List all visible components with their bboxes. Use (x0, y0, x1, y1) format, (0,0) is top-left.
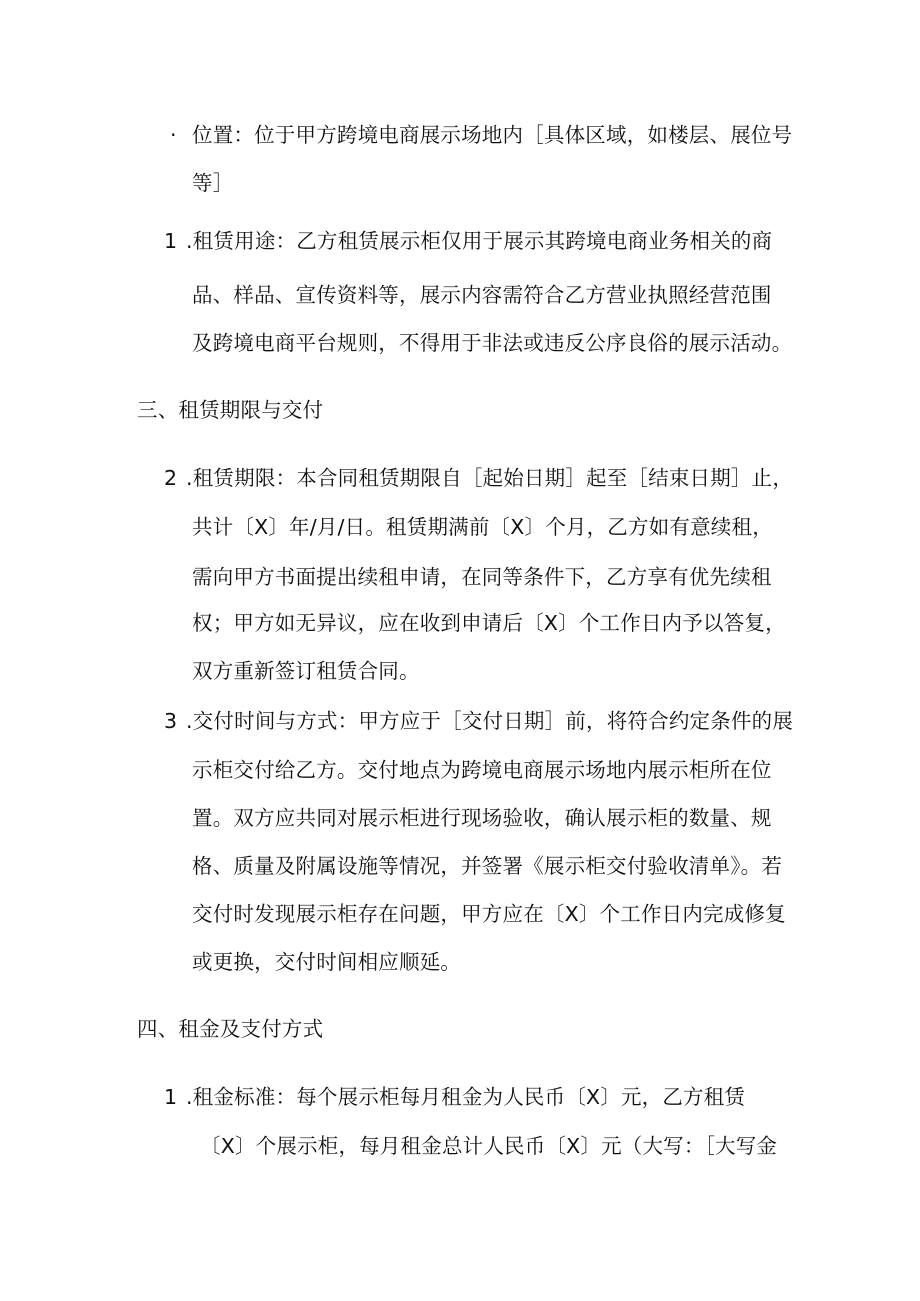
delivery-line-5: 交付时发现展示柜存在问题，甲方应在〔X〕个工作日内完成修复 (192, 902, 786, 926)
section-4-heading: 四、租金及支付方式 (137, 1017, 324, 1041)
location-line-2: 等］ (192, 171, 234, 195)
usage-line-2: 品、样品、宣传资料等，展示内容需符合乙方营业执照经营范围 (192, 283, 772, 307)
bullet-marker: · (170, 123, 177, 147)
section-3-heading: 三、租赁期限与交付 (137, 398, 324, 422)
rent-line-1: .租金标准：每个展示柜每月租金为人民币〔X〕元，乙方租赁 (186, 1085, 746, 1109)
delivery-line-4: 格、质量及附属设施等情况，并签署《展示柜交付验收清单》。若 (192, 854, 783, 878)
item-number: 2 (164, 466, 178, 490)
location-line-1: 位置：位于甲方跨境电商展示场地内［具体区域，如楼层、展位号 (192, 123, 793, 147)
rent-line-2: 〔X〕个展示柜，每月租金总计人民币〔X〕元（大写：［大写金 (200, 1134, 778, 1158)
term-line-2: 共计〔X〕年/月/日。租赁期满前〔X〕个月，乙方如有意续租， (192, 515, 773, 539)
delivery-line-6: 或更换，交付时间相应顺延。 (192, 950, 462, 974)
item-number: 1 (164, 1085, 178, 1109)
term-line-4: 权；甲方如无异议，应在收到申请后〔X〕个工作日内予以答复， (192, 611, 786, 635)
usage-line-1: .租赁用途：乙方租赁展示柜仅用于展示其跨境电商业务相关的商 (186, 229, 773, 253)
item-number: 3 (164, 709, 178, 733)
usage-line-3: 及跨境电商平台规则，不得用于非法或违反公序良俗的展示活动。 (192, 331, 793, 355)
term-line-3: 需向甲方书面提出续租申请，在同等条件下，乙方享有优先续租 (192, 565, 772, 589)
item-number: 1 (164, 229, 178, 253)
term-line-5: 双方重新签订租赁合同。 (192, 659, 420, 683)
term-line-1: .租赁期限：本合同租赁期限自［起始日期］起至［结束日期］止， (186, 466, 794, 490)
delivery-line-2: 示柜交付给乙方。交付地点为跨境电商展示场地内展示柜所在位 (192, 758, 772, 782)
delivery-line-3: 置。双方应共同对展示柜进行现场验收，确认展示柜的数量、规 (192, 806, 772, 830)
delivery-line-1: .交付时间与方式：甲方应于［交付日期］前，将符合约定条件的展 (186, 709, 794, 733)
